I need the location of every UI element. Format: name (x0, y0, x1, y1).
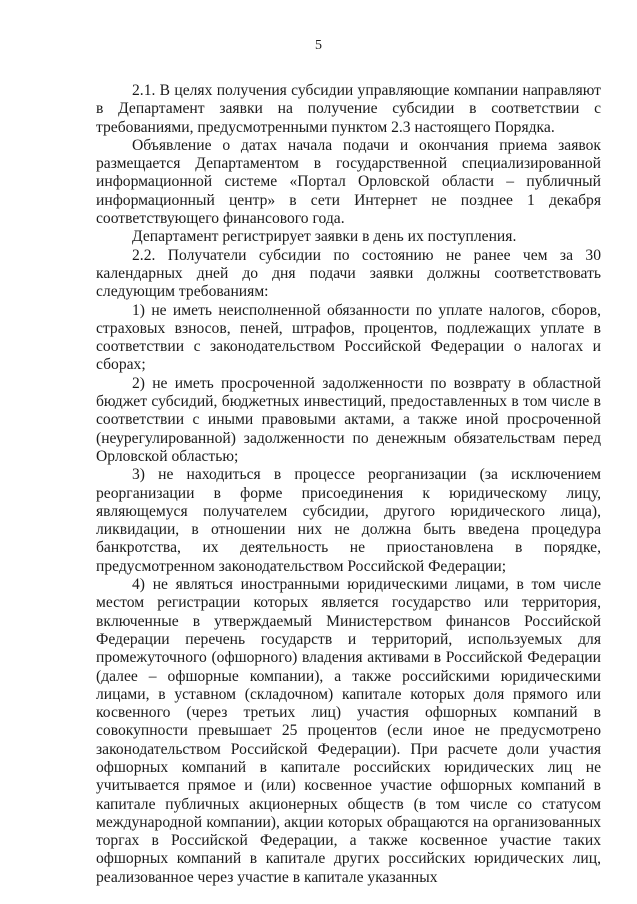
requirement-1: 1) не иметь неисполненной обязанности по уплате налогов, сборов, страховых взносов, пеней, штрафов, процентов, подлежащих уплате в соответствии с законодательством Российской Федерации о налогах и сборах; (96, 301, 601, 374)
page-number: 5 (315, 38, 322, 53)
document-body (96, 82, 601, 887)
paragraph-announcement: Объявление о датах начала подачи и окончания приема заявок размещается Департаментом в государственной специализированной информационной системе «Портал Орловской области – публичный информационный центр» в сети Интернет не позднее 1 декабря соответствующего финансового года. (96, 136, 601, 228)
requirement-3: 3) не находиться в процессе реорганизации (за исключением реорганизации в форме присоединения к юридическому лицу, являющемуся получателем субсидии, другого юридического лица), ликвидации, в отношении них не должна быть введена процедура банкротства, их деятельность не приостановлена в порядке, предусмотренном законодательством Российской Федерации; (96, 466, 601, 575)
paragraph-2-2: 2.2. Получатели субсидии по состоянию не ранее чем за 30 календарных дней до дня подачи заявки должны соответствовать следующим требованиям: (96, 246, 601, 301)
paragraph-2-1: 2.1. В целях получения субсидии управляющие компании направляют в Департамент заявки на получение субсидии в соответствии с требованиями, предусмотренными пунктом 2.3 настоящего Порядка. (96, 82, 601, 136)
requirement-2: 2) не иметь просроченной задолженности по возврату в областной бюджет субсидий, бюджетных инвестиций, предоставленных в том числе в соответствии с иными правовыми актами, а также иной просроченной (неурегулированной) задолженности по денежным обязательствам перед Орловской областью; (96, 374, 601, 465)
requirement-4: 4) не являться иностранными юридическими лицами, в том числе местом регистрации которых является государство или территория, включенные в утверждаемый Министерством финансов Российской Федерации перечень государств и территорий, используемых для промежуточного (офшорного) владения активами в Российской Федерации (далее – офшорные компании), а также российскими юридическими лицами, в уставном (складочном) капитале которых доля прямого или косвенного (через третьих лиц) участия офшорных компаний в совокупности превышает 25 процентов (если иное не предусмотрено законодательством Российской Федерации). При расчете доли участия офшорных компаний в капитале российских юридических лиц не учитывается прямое и (или) косвенное участие офшорных компаний в капитале публичных акционерных обществ (в том числе со статусом международной компании), акции которых обращаются на организованных торгах в Российской Федерации, а также косвенное участие таких офшорных компаний в капитале других российских юридических лиц, реализованное через участие в капитале указанных (96, 576, 601, 886)
paragraph-registration: Департамент регистрирует заявки в день их поступления. (132, 228, 517, 246)
